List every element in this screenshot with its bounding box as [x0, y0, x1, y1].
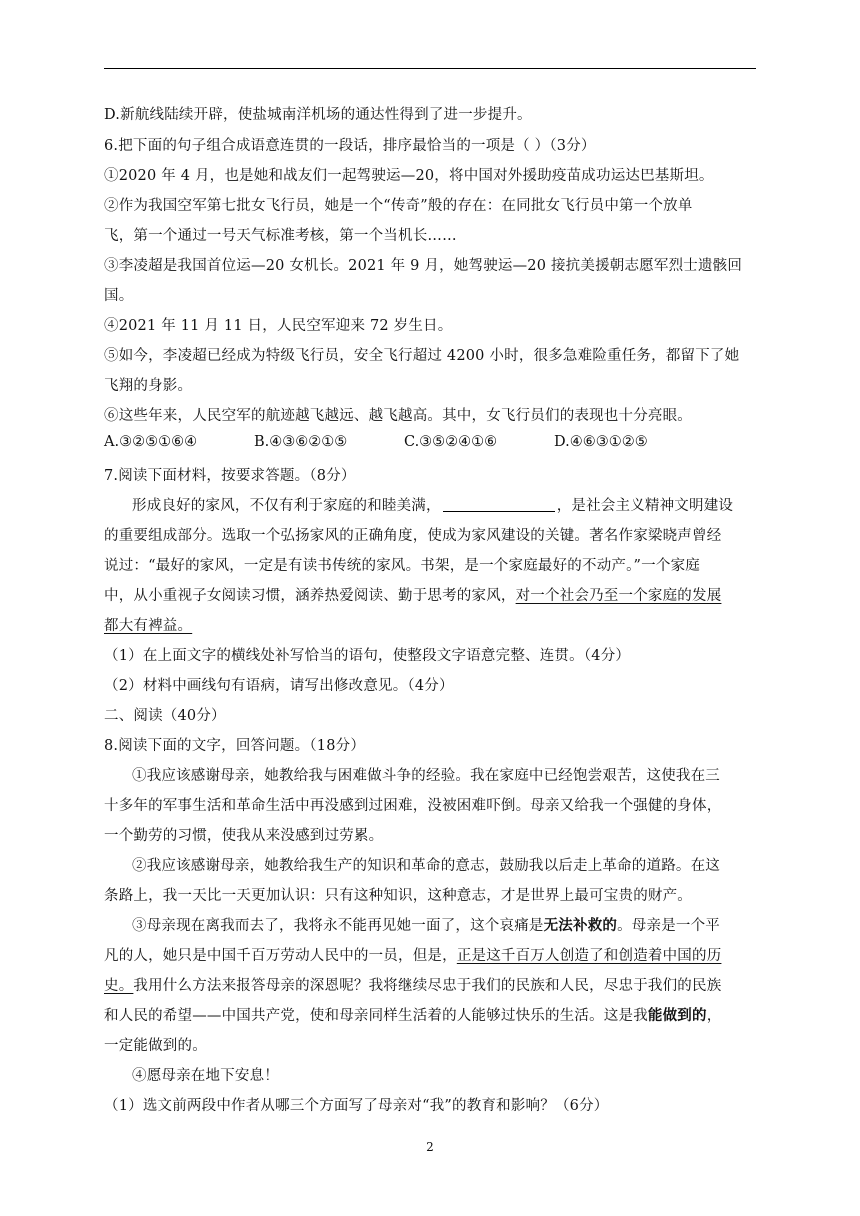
q6-sentence-6: ⑥这些年来，人民空军的航迹越飞越远、越飞越高。其中，女飞行员们的表现也十分亮眼。 — [104, 408, 692, 424]
section-heading: 二、阅读（40分） — [104, 708, 226, 724]
q8-para-1-line-1: ①我应该感谢母亲，她教给我与困难做斗争的经验。我在家庭中已经饱尝艰苦，这使我在三 — [132, 768, 720, 784]
q7-para-line-3: 说过：“最好的家风，一定是有读书传统的家风。书架，是一个家庭最好的不动产。”一个家庭 — [104, 558, 700, 574]
q7-sub-2: （2）材料中画线句有语病，请写出修改意见。（4分） — [104, 678, 454, 694]
q8-title: 8.阅读下面的文字，回答问题。（18分） — [104, 738, 366, 754]
q8-para-3-line-3 — [104, 974, 721, 995]
q8-para-4: ④愿母亲在地下安息！ — [132, 1068, 279, 1084]
q7-para-line-1 — [132, 494, 733, 515]
q7-title: 7.阅读下面材料，按要求答题。（8分） — [104, 468, 356, 484]
q8-para-3-line-4 — [104, 1004, 721, 1025]
q8-para-3-line-5: 一定能做到的。 — [104, 1038, 207, 1054]
q8-text: 凡的人，她只是中国千百万劳动人民中的一员，但是， — [104, 948, 457, 964]
q8-para-3-line-1 — [132, 914, 720, 935]
q8-para-2-line-2: 条路上，我一天比一天更加认识：只有这种知识，这种意志，才是世界上最可宝贵的财产。 — [104, 888, 692, 904]
q7-para-line-4 — [104, 584, 721, 605]
underlined-sentence-cont: 史。 — [104, 978, 134, 994]
fill-in-blank — [443, 497, 555, 512]
q8-para-1-line-2: 十多年的军事生活和革命生活中再没感到过困难，没被困难吓倒。母亲又给我一个强健的身体， — [104, 798, 722, 814]
header-rule — [104, 68, 756, 69]
underlined-sentence: 对一个社会乃至一个家庭的发展 — [515, 588, 722, 604]
page-number: 2 — [426, 1140, 434, 1154]
underlined-sentence: 正是这千百万人创造了和创造着中国的历 — [456, 948, 722, 964]
bold-phrase: 无法补救的 — [543, 917, 618, 934]
q7-para-line-2: 的重要组成部分。选取一个弘扬家风的正确角度，使成为家风建设的关键。著名作家梁晓声曾经 — [104, 528, 722, 544]
q5-option-d: D.新航线陆续开辟，使盐城南洋机场的通达性得到了进一步提升。 — [104, 107, 532, 123]
q7-text: 中，从小重视子女阅读习惯，涵养热爱阅读、勤于思考的家风， — [104, 588, 516, 604]
underlined-sentence-cont: 都大有裨益。 — [104, 618, 193, 634]
q8-text: 我用什么方法来报答母亲的深恩呢？我将继续尽忠于我们的民族和人民，尽忠于我们的民族 — [133, 978, 722, 994]
q6-sentence-2-cont: 飞，第一个通过一号天气标准考核，第一个当机长…… — [104, 228, 457, 244]
q6-sentence-2: ②作为我国空军第七批女飞行员，她是一个“传奇”般的存在：在同批女飞行员中第一个放单 — [104, 198, 693, 214]
q8-para-2-line-1: ②我应该感谢母亲，她教给我生产的知识和革命的意志，鼓励我以后走上革命的道路。在这 — [132, 858, 720, 874]
q7-text: ，是社会主义精神文明建设 — [556, 498, 734, 514]
q8-text: ， — [706, 1008, 722, 1024]
q7-para-line-5 — [104, 614, 192, 635]
q6-sentence-5: ⑤如今，李凌超已经成为特级飞行员，安全飞行超过 4200 小时，很多急难险重任务，都留下了她 — [104, 348, 740, 364]
q8-text: 。母亲是一个平 — [617, 918, 721, 934]
q7-text: 形成良好的家风，不仅有利于家庭的和睦美满， — [132, 498, 441, 514]
q6-sentence-4: ④2021 年 11 月 11 日，人民空军迎来 72 岁生日。 — [104, 318, 453, 334]
bold-phrase: 能做到的 — [647, 1007, 707, 1024]
q8-text: 和人民的希望——中国共产党，使和母亲同样生活着的人能够过快乐的生活。这是我 — [104, 1008, 648, 1024]
q8-sub-1: （1）选文前两段中作者从哪三个方面写了母亲对“我”的教育和影响？（6分） — [104, 1098, 609, 1114]
q7-sub-1: （1）在上面文字的横线处补写恰当的语句，使整段文字语意完整、连贯。（4分） — [104, 648, 631, 664]
q6-sentence-3-cont: 国。 — [104, 288, 134, 304]
q6-option-b: B.④③⑥②①⑤ — [254, 434, 348, 450]
q6-option-d: D.④⑥③①②⑤ — [554, 434, 648, 450]
q6-sentence-1: ①2020 年 4 月，也是她和战友们一起驾驶运—20，将中国对外援助疫苗成功运达巴基斯坦。 — [104, 168, 714, 184]
q8-para-1-line-3: 一个勤劳的习惯，使我从来没感到过劳累。 — [104, 828, 384, 844]
q8-text: ③母亲现在离我而去了，我将永不能再见她一面了，这个哀痛是 — [132, 918, 544, 934]
q8-para-3-line-2 — [104, 944, 721, 965]
q6-option-c: C.③⑤②④①⑥ — [404, 434, 498, 450]
q6-sentence-3: ③李凌超是我国首位运—20 女机长。2021 年 9 月，她驾驶运—20 接抗美援朝志愿军烈士遗骸回 — [104, 258, 743, 274]
q6-option-a: A.③②⑤①⑥④ — [104, 434, 198, 450]
q6-title: 6.把下面的句子组合成语意连贯的一段话，排序最恰当的一项是（ ）（3分） — [104, 138, 596, 154]
q6-sentence-5-cont: 飞翔的身影。 — [104, 378, 193, 394]
